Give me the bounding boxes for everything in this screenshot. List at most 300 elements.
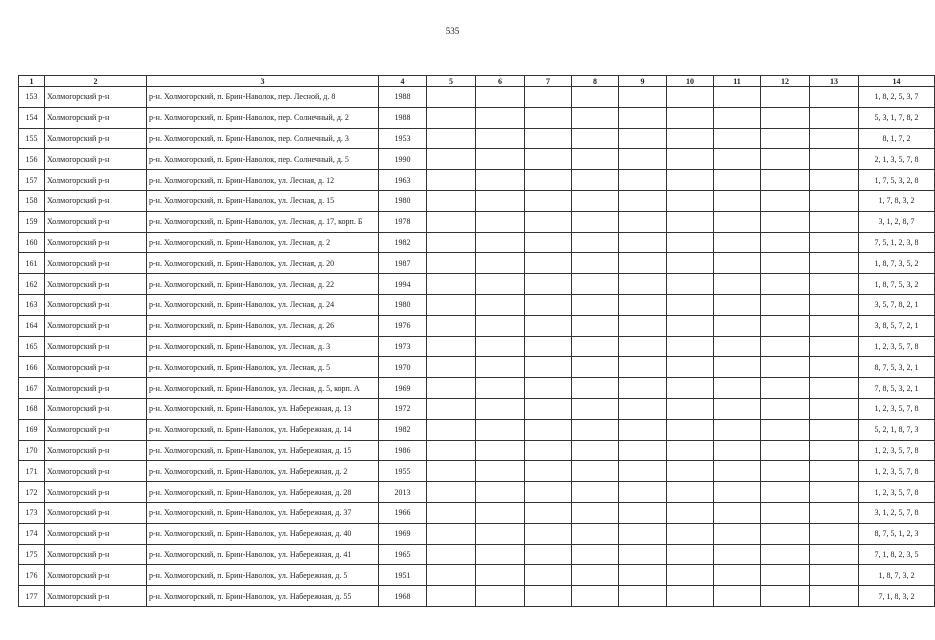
- empty-cell: [525, 523, 572, 544]
- empty-cell: [810, 294, 859, 315]
- empty-cell: [714, 315, 761, 336]
- district-cell: Холмогорский р-н: [45, 315, 147, 336]
- table-row: [19, 523, 935, 544]
- empty-cell: [525, 461, 572, 482]
- address-cell: р-н. Холмогорский, п. Брин-Наволок, ул. Лесная, д. 15: [147, 190, 379, 211]
- table-row: [19, 482, 935, 503]
- empty-cell: [476, 253, 525, 274]
- empty-cell: [810, 190, 859, 211]
- empty-cell: [427, 440, 476, 461]
- address-cell: р-н. Холмогорский, п. Брин-Наволок, ул. Набережная, д. 55: [147, 586, 379, 607]
- empty-cell: [476, 170, 525, 191]
- empty-cell: [667, 107, 714, 128]
- row-number-cell: 158: [19, 190, 45, 211]
- empty-cell: [476, 586, 525, 607]
- empty-cell: [572, 482, 619, 503]
- empty-cell: [476, 87, 525, 108]
- empty-cell: [667, 294, 714, 315]
- empty-cell: [572, 253, 619, 274]
- empty-cell: [427, 378, 476, 399]
- empty-cell: [810, 87, 859, 108]
- empty-cell: [525, 211, 572, 232]
- empty-cell: [619, 170, 667, 191]
- district-cell: Холмогорский р-н: [45, 149, 147, 170]
- address-cell: р-н. Холмогорский, п. Брин-Наволок, ул. Набережная, д. 15: [147, 440, 379, 461]
- empty-cell: [667, 502, 714, 523]
- year-cell: 1978: [379, 211, 427, 232]
- row-number-cell: 169: [19, 419, 45, 440]
- empty-cell: [427, 419, 476, 440]
- empty-cell: [761, 336, 810, 357]
- empty-cell: [525, 419, 572, 440]
- empty-cell: [476, 502, 525, 523]
- address-cell: р-н. Холмогорский, п. Брин-Наволок, ул. Лесная, д. 22: [147, 274, 379, 295]
- year-cell: 2013: [379, 482, 427, 503]
- table-row: [19, 149, 935, 170]
- empty-cell: [572, 586, 619, 607]
- empty-cell: [667, 398, 714, 419]
- empty-cell: [761, 107, 810, 128]
- district-cell: Холмогорский р-н: [45, 190, 147, 211]
- year-cell: 1980: [379, 190, 427, 211]
- column-header-9: 9: [619, 76, 667, 87]
- address-cell: р-н. Холмогорский, п. Брин-Наволок, пер. Солнечный, д. 3: [147, 128, 379, 149]
- empty-cell: [572, 149, 619, 170]
- empty-cell: [619, 523, 667, 544]
- address-cell: р-н. Холмогорский, п. Брин-Наволок, ул. Набережная, д. 41: [147, 544, 379, 565]
- empty-cell: [572, 378, 619, 399]
- empty-cell: [476, 419, 525, 440]
- district-cell: Холмогорский р-н: [45, 128, 147, 149]
- empty-cell: [427, 274, 476, 295]
- year-cell: 1951: [379, 565, 427, 586]
- codes-cell: 5, 3, 1, 7, 8, 2: [859, 107, 935, 128]
- table-row: [19, 253, 935, 274]
- empty-cell: [667, 87, 714, 108]
- empty-cell: [667, 419, 714, 440]
- page-number: 535: [445, 26, 460, 36]
- empty-cell: [810, 253, 859, 274]
- empty-cell: [619, 149, 667, 170]
- year-cell: 1966: [379, 502, 427, 523]
- district-cell: Холмогорский р-н: [45, 419, 147, 440]
- empty-cell: [810, 398, 859, 419]
- district-cell: Холмогорский р-н: [45, 502, 147, 523]
- empty-cell: [714, 128, 761, 149]
- year-cell: 1953: [379, 128, 427, 149]
- column-header-4: 4: [379, 76, 427, 87]
- empty-cell: [761, 502, 810, 523]
- codes-cell: 1, 8, 7, 5, 3, 2: [859, 274, 935, 295]
- empty-cell: [810, 107, 859, 128]
- district-cell: Холмогорский р-н: [45, 378, 147, 399]
- table-row: [19, 378, 935, 399]
- address-cell: р-н. Холмогорский, п. Брин-Наволок, пер. Солнечный, д. 2: [147, 107, 379, 128]
- row-number-cell: 167: [19, 378, 45, 399]
- empty-cell: [476, 232, 525, 253]
- year-cell: 1955: [379, 461, 427, 482]
- column-header-1: 1: [19, 76, 45, 87]
- table-body: [19, 87, 935, 607]
- district-cell: Холмогорский р-н: [45, 232, 147, 253]
- empty-cell: [761, 211, 810, 232]
- empty-cell: [619, 440, 667, 461]
- empty-cell: [761, 170, 810, 191]
- empty-cell: [619, 315, 667, 336]
- empty-cell: [761, 544, 810, 565]
- empty-cell: [525, 565, 572, 586]
- empty-cell: [427, 544, 476, 565]
- table-row: [19, 398, 935, 419]
- empty-cell: [476, 149, 525, 170]
- empty-cell: [761, 357, 810, 378]
- empty-cell: [476, 190, 525, 211]
- empty-cell: [619, 461, 667, 482]
- district-cell: Холмогорский р-н: [45, 482, 147, 503]
- empty-cell: [525, 315, 572, 336]
- header-row: [19, 76, 935, 87]
- empty-cell: [714, 586, 761, 607]
- empty-cell: [810, 170, 859, 191]
- empty-cell: [619, 565, 667, 586]
- empty-cell: [619, 232, 667, 253]
- empty-cell: [476, 211, 525, 232]
- empty-cell: [714, 419, 761, 440]
- district-cell: Холмогорский р-н: [45, 357, 147, 378]
- empty-cell: [525, 107, 572, 128]
- empty-cell: [667, 211, 714, 232]
- district-cell: Холмогорский р-н: [45, 336, 147, 357]
- column-header-8: 8: [572, 76, 619, 87]
- empty-cell: [572, 211, 619, 232]
- column-header-14: 14: [859, 76, 935, 87]
- empty-cell: [667, 565, 714, 586]
- address-cell: р-н. Холмогорский, п. Брин-Наволок, ул. Набережная, д. 28: [147, 482, 379, 503]
- empty-cell: [619, 190, 667, 211]
- table-row: [19, 232, 935, 253]
- year-cell: 1987: [379, 253, 427, 274]
- column-header-3: 3: [147, 76, 379, 87]
- column-header-12: 12: [761, 76, 810, 87]
- district-cell: Холмогорский р-н: [45, 87, 147, 108]
- district-cell: Холмогорский р-н: [45, 170, 147, 191]
- district-cell: Холмогорский р-н: [45, 523, 147, 544]
- codes-cell: 7, 1, 8, 3, 2: [859, 586, 935, 607]
- year-cell: 1972: [379, 398, 427, 419]
- codes-cell: 1, 2, 3, 5, 7, 8: [859, 482, 935, 503]
- empty-cell: [810, 149, 859, 170]
- district-cell: Холмогорский р-н: [45, 398, 147, 419]
- empty-cell: [572, 544, 619, 565]
- empty-cell: [476, 294, 525, 315]
- empty-cell: [619, 398, 667, 419]
- year-cell: 1988: [379, 87, 427, 108]
- empty-cell: [476, 357, 525, 378]
- empty-cell: [525, 336, 572, 357]
- empty-cell: [476, 461, 525, 482]
- empty-cell: [714, 294, 761, 315]
- empty-cell: [714, 107, 761, 128]
- codes-cell: 1, 2, 3, 5, 7, 8: [859, 440, 935, 461]
- empty-cell: [427, 336, 476, 357]
- empty-cell: [427, 315, 476, 336]
- table-row: [19, 565, 935, 586]
- empty-cell: [525, 190, 572, 211]
- codes-cell: 7, 1, 8, 2, 3, 5: [859, 544, 935, 565]
- address-cell: р-н. Холмогорский, п. Брин-Наволок, ул. Лесная, д. 26: [147, 315, 379, 336]
- empty-cell: [525, 398, 572, 419]
- empty-cell: [476, 274, 525, 295]
- empty-cell: [427, 211, 476, 232]
- empty-cell: [476, 523, 525, 544]
- empty-cell: [572, 398, 619, 419]
- empty-cell: [572, 274, 619, 295]
- codes-cell: 1, 2, 3, 5, 7, 8: [859, 461, 935, 482]
- empty-cell: [427, 523, 476, 544]
- codes-cell: 1, 8, 7, 3, 2: [859, 565, 935, 586]
- table-row: [19, 107, 935, 128]
- column-header-11: 11: [714, 76, 761, 87]
- empty-cell: [667, 523, 714, 544]
- empty-cell: [572, 565, 619, 586]
- year-cell: 1970: [379, 357, 427, 378]
- empty-cell: [476, 440, 525, 461]
- column-header-5: 5: [427, 76, 476, 87]
- empty-cell: [572, 502, 619, 523]
- empty-cell: [619, 502, 667, 523]
- empty-cell: [761, 190, 810, 211]
- empty-cell: [761, 440, 810, 461]
- address-cell: р-н. Холмогорский, п. Брин-Наволок, ул. Лесная, д. 3: [147, 336, 379, 357]
- codes-cell: 1, 7, 8, 3, 2: [859, 190, 935, 211]
- district-cell: Холмогорский р-н: [45, 544, 147, 565]
- empty-cell: [667, 274, 714, 295]
- empty-cell: [714, 170, 761, 191]
- table-row: [19, 544, 935, 565]
- empty-cell: [667, 253, 714, 274]
- empty-cell: [572, 87, 619, 108]
- row-number-cell: 166: [19, 357, 45, 378]
- empty-cell: [667, 544, 714, 565]
- empty-cell: [810, 482, 859, 503]
- empty-cell: [572, 170, 619, 191]
- empty-cell: [667, 378, 714, 399]
- year-cell: 1986: [379, 440, 427, 461]
- empty-cell: [761, 461, 810, 482]
- empty-cell: [619, 253, 667, 274]
- year-cell: 1994: [379, 274, 427, 295]
- empty-cell: [667, 149, 714, 170]
- empty-cell: [525, 378, 572, 399]
- district-cell: Холмогорский р-н: [45, 586, 147, 607]
- empty-cell: [667, 315, 714, 336]
- table-row: [19, 128, 935, 149]
- empty-cell: [714, 190, 761, 211]
- empty-cell: [427, 170, 476, 191]
- district-cell: Холмогорский р-н: [45, 294, 147, 315]
- empty-cell: [714, 440, 761, 461]
- column-header-13: 13: [810, 76, 859, 87]
- empty-cell: [525, 544, 572, 565]
- empty-cell: [476, 378, 525, 399]
- empty-cell: [810, 440, 859, 461]
- address-cell: р-н. Холмогорский, п. Брин-Наволок, ул. Набережная, д. 14: [147, 419, 379, 440]
- empty-cell: [761, 419, 810, 440]
- empty-cell: [810, 232, 859, 253]
- district-cell: Холмогорский р-н: [45, 253, 147, 274]
- column-header-7: 7: [525, 76, 572, 87]
- empty-cell: [427, 586, 476, 607]
- empty-cell: [714, 523, 761, 544]
- empty-cell: [525, 482, 572, 503]
- empty-cell: [810, 128, 859, 149]
- empty-cell: [525, 440, 572, 461]
- empty-cell: [427, 87, 476, 108]
- year-cell: 1980: [379, 294, 427, 315]
- empty-cell: [427, 398, 476, 419]
- address-cell: р-н. Холмогорский, п. Брин-Наволок, ул. Лесная, д. 24: [147, 294, 379, 315]
- empty-cell: [714, 378, 761, 399]
- row-number-cell: 168: [19, 398, 45, 419]
- empty-cell: [714, 149, 761, 170]
- year-cell: 1976: [379, 315, 427, 336]
- empty-cell: [714, 87, 761, 108]
- empty-cell: [525, 232, 572, 253]
- empty-cell: [761, 274, 810, 295]
- address-cell: р-н. Холмогорский, п. Брин-Наволок, ул. Набережная, д. 40: [147, 523, 379, 544]
- year-cell: 1988: [379, 107, 427, 128]
- year-cell: 1990: [379, 149, 427, 170]
- empty-cell: [761, 565, 810, 586]
- address-cell: р-н. Холмогорский, п. Брин-Наволок, ул. Лесная, д. 5: [147, 357, 379, 378]
- empty-cell: [714, 502, 761, 523]
- column-header-6: 6: [476, 76, 525, 87]
- codes-cell: 2, 1, 3, 5, 7, 8: [859, 149, 935, 170]
- empty-cell: [761, 149, 810, 170]
- empty-cell: [619, 357, 667, 378]
- codes-cell: 1, 8, 7, 3, 5, 2: [859, 253, 935, 274]
- empty-cell: [525, 170, 572, 191]
- empty-cell: [427, 294, 476, 315]
- row-number-cell: 171: [19, 461, 45, 482]
- year-cell: 1969: [379, 378, 427, 399]
- empty-cell: [476, 482, 525, 503]
- empty-cell: [714, 544, 761, 565]
- row-number-cell: 173: [19, 502, 45, 523]
- empty-cell: [619, 544, 667, 565]
- empty-cell: [761, 87, 810, 108]
- row-number-cell: 162: [19, 274, 45, 295]
- empty-cell: [572, 523, 619, 544]
- empty-cell: [619, 378, 667, 399]
- empty-cell: [619, 87, 667, 108]
- column-header-10: 10: [667, 76, 714, 87]
- codes-cell: 5, 2, 1, 8, 7, 3: [859, 419, 935, 440]
- empty-cell: [572, 294, 619, 315]
- empty-cell: [525, 357, 572, 378]
- row-number-cell: 154: [19, 107, 45, 128]
- table-row: [19, 440, 935, 461]
- empty-cell: [572, 336, 619, 357]
- empty-cell: [476, 398, 525, 419]
- codes-cell: 8, 1, 7, 2: [859, 128, 935, 149]
- row-number-cell: 177: [19, 586, 45, 607]
- empty-cell: [667, 586, 714, 607]
- year-cell: 1965: [379, 544, 427, 565]
- empty-cell: [810, 502, 859, 523]
- empty-cell: [667, 170, 714, 191]
- empty-cell: [427, 357, 476, 378]
- address-cell: р-н. Холмогорский, п. Брин-Наволок, ул. Лесная, д. 5, корп. А: [147, 378, 379, 399]
- empty-cell: [761, 482, 810, 503]
- empty-cell: [810, 378, 859, 399]
- empty-cell: [810, 315, 859, 336]
- codes-cell: 1, 7, 5, 3, 2, 8: [859, 170, 935, 191]
- empty-cell: [810, 211, 859, 232]
- empty-cell: [667, 461, 714, 482]
- district-cell: Холмогорский р-н: [45, 107, 147, 128]
- table-row: [19, 211, 935, 232]
- district-cell: Холмогорский р-н: [45, 565, 147, 586]
- table-row: [19, 315, 935, 336]
- codes-cell: 1, 2, 3, 5, 7, 8: [859, 336, 935, 357]
- housing-registry-table: [18, 75, 935, 607]
- empty-cell: [667, 128, 714, 149]
- empty-cell: [427, 502, 476, 523]
- empty-cell: [667, 357, 714, 378]
- address-cell: р-н. Холмогорский, п. Брин-Наволок, ул. Набережная, д. 5: [147, 565, 379, 586]
- table-row: [19, 502, 935, 523]
- row-number-cell: 157: [19, 170, 45, 191]
- empty-cell: [619, 107, 667, 128]
- year-cell: 1963: [379, 170, 427, 191]
- row-number-cell: 156: [19, 149, 45, 170]
- column-header-2: 2: [45, 76, 147, 87]
- row-number-cell: 175: [19, 544, 45, 565]
- district-cell: Холмогорский р-н: [45, 211, 147, 232]
- empty-cell: [572, 107, 619, 128]
- row-number-cell: 172: [19, 482, 45, 503]
- empty-cell: [714, 461, 761, 482]
- codes-cell: 8, 7, 5, 3, 2, 1: [859, 357, 935, 378]
- empty-cell: [714, 274, 761, 295]
- empty-cell: [761, 398, 810, 419]
- empty-cell: [714, 398, 761, 419]
- table-row: [19, 419, 935, 440]
- year-cell: 1982: [379, 232, 427, 253]
- row-number-cell: 161: [19, 253, 45, 274]
- empty-cell: [619, 294, 667, 315]
- table-row: [19, 274, 935, 295]
- empty-cell: [714, 357, 761, 378]
- empty-cell: [572, 440, 619, 461]
- empty-cell: [810, 357, 859, 378]
- table-row: [19, 190, 935, 211]
- empty-cell: [667, 190, 714, 211]
- address-cell: р-н. Холмогорский, п. Брин-Наволок, ул. Лесная, д. 2: [147, 232, 379, 253]
- empty-cell: [572, 190, 619, 211]
- address-cell: р-н. Холмогорский, п. Брин-Наволок, ул. Набережная, д. 2: [147, 461, 379, 482]
- table-row: [19, 336, 935, 357]
- empty-cell: [572, 357, 619, 378]
- empty-cell: [427, 482, 476, 503]
- empty-cell: [714, 565, 761, 586]
- address-cell: р-н. Холмогорский, п. Брин-Наволок, ул. Набережная, д. 13: [147, 398, 379, 419]
- empty-cell: [525, 128, 572, 149]
- empty-cell: [714, 253, 761, 274]
- empty-cell: [572, 232, 619, 253]
- address-cell: р-н. Холмогорский, п. Брин-Наволок, пер. Солнечный, д. 5: [147, 149, 379, 170]
